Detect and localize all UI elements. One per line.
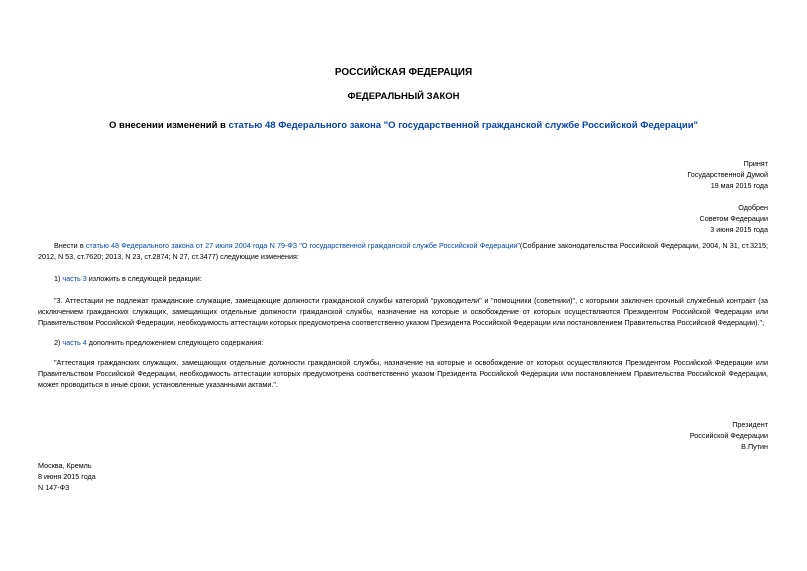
approved-label: Одобрен — [738, 203, 768, 212]
adopted-date: 19 мая 2015 года — [710, 181, 768, 190]
item1-link[interactable]: часть 3 — [62, 274, 87, 283]
signature-name: В.Путин — [741, 442, 768, 451]
item2-heading — [38, 337, 768, 348]
signature-block — [690, 419, 768, 452]
intro-prefix: Внести в — [54, 241, 86, 250]
law-title-prefix: О внесении изменений в — [108, 120, 229, 131]
intro-paragraph — [38, 240, 768, 262]
approved-block — [700, 202, 768, 235]
footer-block — [38, 460, 96, 493]
item2-link[interactable]: часть 4 — [62, 338, 87, 347]
footer-number: N 147-ФЗ — [38, 483, 70, 492]
adopted-body: Государственной Думой — [687, 170, 768, 179]
intro-rest: (Собрание законодательства Российской Федерации, 2004, N 31, ст.3215; 2012, N 53, ст.7620; 2013, N 23, ст.2874; N 27, ст.3477) следующие изменения: — [38, 241, 768, 261]
footer-date: 8 июня 2015 года — [38, 472, 96, 481]
item1-heading — [38, 273, 768, 284]
item2-text: "Аттестация гражданских служащих, замещающих отдельные должности гражданской службы, назначение на которые и освобождение от которых осуществляются Президентом Российской Федерации или Правительством Российской Федерации, необходимость аттестации которых предусмотрена соответственно указом Президента Российской Федерации или постановлением Правительства Российской Федерации, может проводиться в иные сроки, установленные указанными актами.". — [38, 358, 768, 389]
approved-date: 3 июня 2015 года — [710, 225, 768, 234]
item2-rest: дополнить предложением следующего содержания: — [86, 338, 264, 347]
adopted-block — [687, 158, 768, 191]
intro-link[interactable]: статью 48 Федерального закона от 27 июля 2004 года N 79-ФЗ "О государственной гражданской службе Российской Федерации" — [85, 241, 520, 250]
country-heading: РОССИЙСКАЯ ФЕДЕРАЦИЯ — [334, 67, 473, 78]
signature-title: Президент — [732, 420, 768, 429]
item2-prefix: 2) — [54, 338, 63, 347]
signature-country: Российской Федерации — [689, 431, 768, 440]
footer-place: Москва, Кремль — [38, 461, 92, 470]
item1-text: "3. Аттестации не подлежат гражданские служащие, замещающие должности гражданской службы категорий "руководители" и "помощники (советники)", с которыми заключен срочный служебный контракт (за исключением гражданских служащих, замещающих отдельные должности гражданской службы, назначение на которые и освобождение от которых осуществляются Президентом Российской Федерации или Правительством Российской Федерации, необходимость аттестации которых предусмотрена соответственно указом Президента Российской Федерации или постановлением Правительства Российской Федерации)."; — [38, 296, 768, 327]
item1-rest: изложить в следующей редакции: — [86, 274, 202, 283]
law-title — [0, 120, 807, 131]
adopted-label: Принят — [743, 159, 768, 168]
approved-body: Советом Федерации — [699, 214, 768, 223]
doc-type-heading: ФЕДЕРАЛЬНЫЙ ЗАКОН — [347, 91, 460, 102]
law-title-link[interactable]: статью 48 Федерального закона "О государственной гражданской службе Российской Федерации" — [228, 120, 699, 131]
item1-prefix: 1) — [54, 274, 63, 283]
